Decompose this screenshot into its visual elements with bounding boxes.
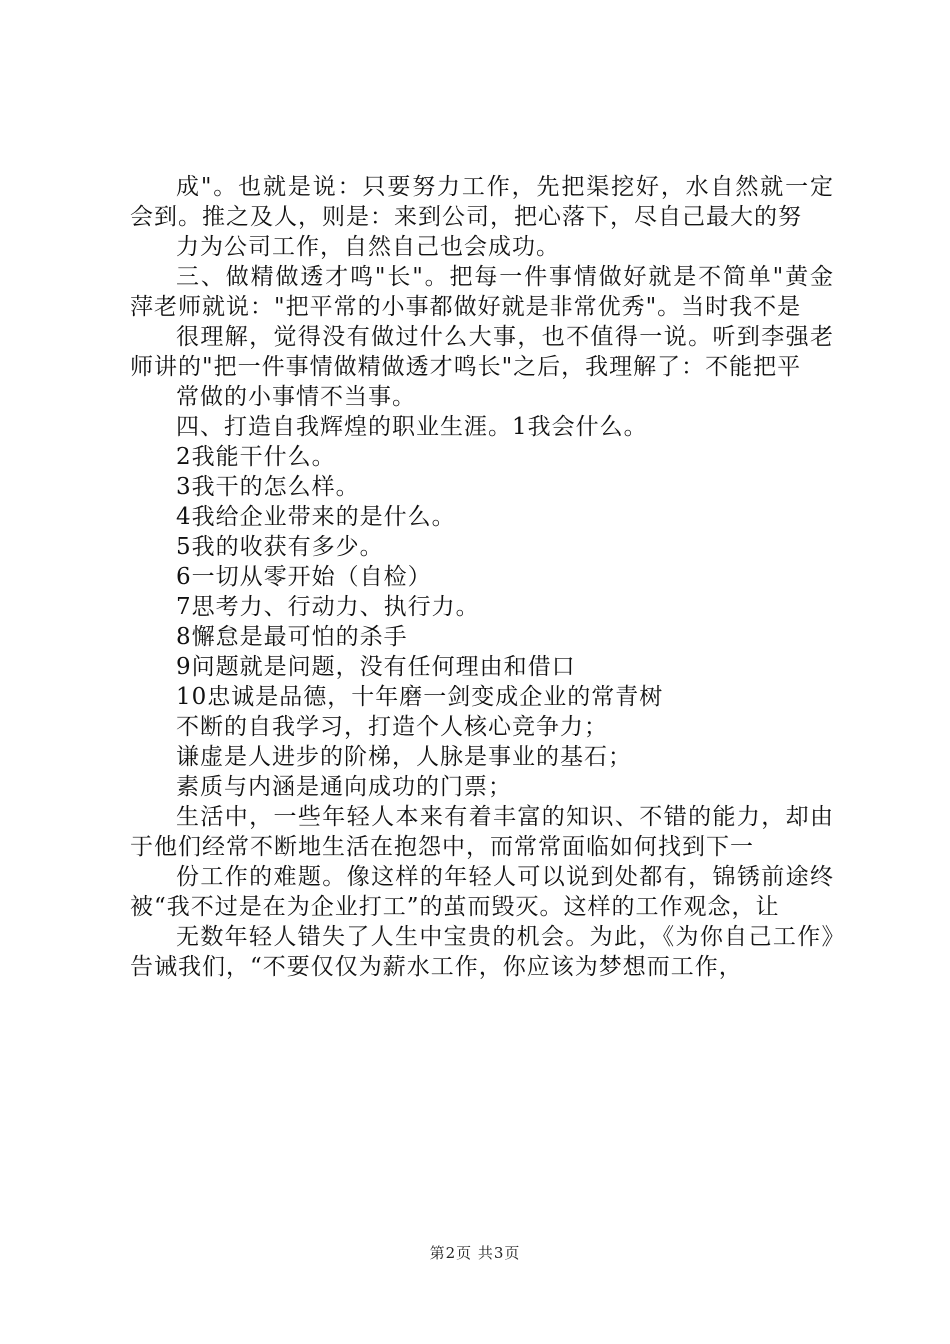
list-item-4: 4我给企业带来的是什么。 [176,504,456,530]
paragraph-countless: 无数年轻人错失了人生中宝贵的机会。为此，《为你自己工作》告诫我们，“不要仅仅为薪水工作，你应该为梦想而工作， [130,924,834,980]
list-item-8: 8懈怠是最可怕的杀手 [176,624,408,650]
list-item-9: 9问题就是问题，没有任何理由和借口 [176,654,576,680]
list-item-10: 10忠诚是品德，十年磨一剑变成企业的常青树 [176,684,664,710]
paragraph-4: 很理解，觉得没有做过什么大事，也不值得一说。听到李强老师讲的"把一件事情做精做透才鸣长"之后，我理解了：不能把平 [130,324,834,380]
paragraph-2: 力为公司工作，自然自己也会成功。 [176,234,560,260]
paragraph-humility: 谦虚是人进步的阶梯，人脉是事业的基石； [176,744,632,770]
paragraph-1: 成"。也就是说：只要努力工作，先把渠挖好，水自然就一定会到。推之及人，则是：来到公司，把心落下，尽自己最大的努 [130,174,834,230]
paragraph-life: 生活中，一些年轻人本来有着丰富的知识、不错的能力，却由于他们经常不断地生活在抱怨中，而常常面临如何找到下一 [130,804,834,860]
list-item-3: 3我干的怎么样。 [176,474,360,500]
list-item-6: 6一切从零开始（自检） [176,564,432,590]
paragraph-6: 四、打造自我辉煌的职业生涯。1我会什么。 [176,414,648,440]
list-item-2: 2我能干什么。 [176,444,336,470]
paragraph-job: 份工作的难题。像这样的年轻人可以说到处都有，锦锈前途终被“我不过是在为企业打工”的茧而毁灭。这样的工作观念，让 [130,864,834,920]
document-body [130,172,834,982]
paragraph-quality: 素质与内涵是通向成功的门票； [176,774,512,800]
page-footer: 第2页 共3页 [429,1244,521,1262]
paragraph-self-learning: 不断的自我学习，打造个人核心竞争力； [176,714,608,740]
list-item-7: 7思考力、行动力、执行力。 [176,594,480,620]
paragraph-3: 三、做精做透才鸣"长"。把每一件事情做好就是不简单"黄金萍老师就说："把平常的小事都做好就是非常优秀"。当时我不是 [130,264,834,320]
paragraph-5: 常做的小事情不当事。 [176,384,416,410]
list-item-5: 5我的收获有多少。 [176,534,384,560]
